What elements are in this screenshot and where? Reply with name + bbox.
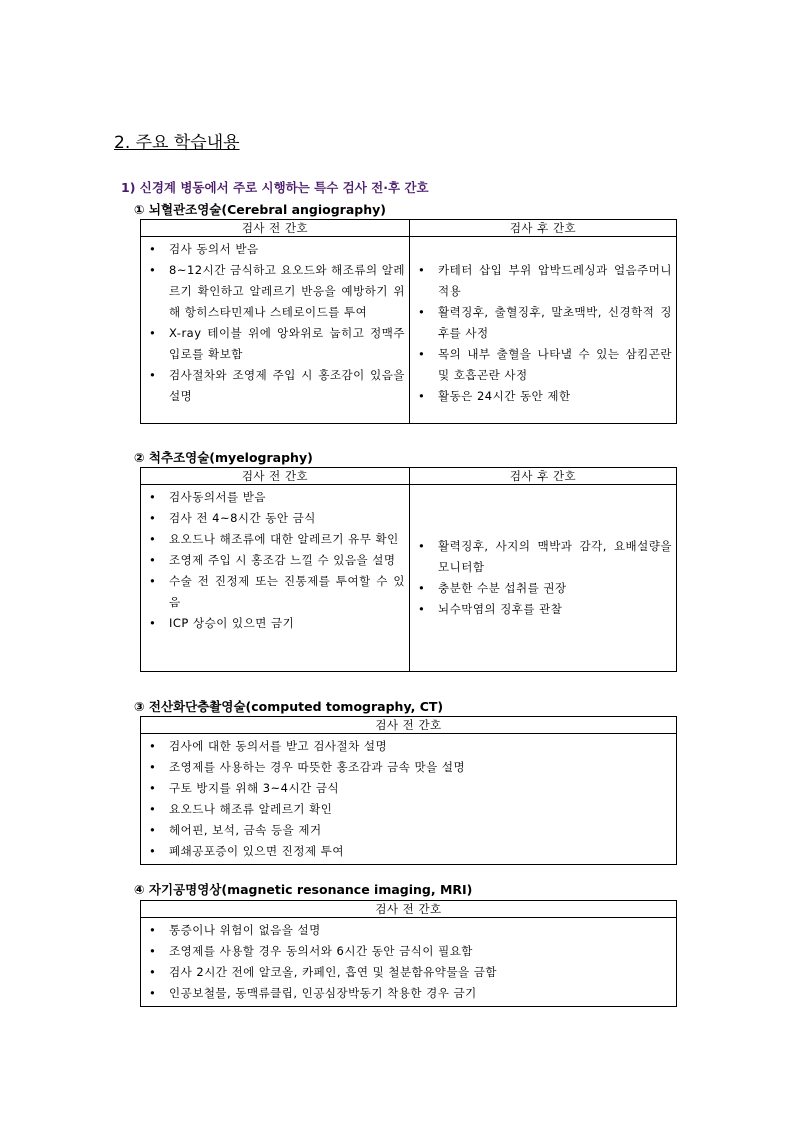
list-item: • 수술 전 진정제 또는 진통제를 투여할 수 있음	[141, 571, 405, 613]
list-item: • 카테터 삽입 부위 압박드레싱과 얼음주머니 적용	[410, 260, 672, 302]
ct-col-before: 검사 전 간호	[141, 717, 677, 734]
list-item: • X-ray 테이블 위에 앙와위로 눕히고 정맥주입로를 확보함	[141, 323, 405, 365]
list-item: • 활력징후, 출혈징후, 말초맥박, 신경학적 징후를 사정	[410, 302, 672, 344]
list-item: • 검사에 대한 동의서를 받고 검사절차 설명	[141, 736, 672, 757]
section-title: 1) 신경계 병동에서 주로 시행하는 특수 검사 전·후 간호	[121, 180, 429, 195]
list-item: • 조영제를 사용하는 경우 따뜻한 홍조감과 금속 맛을 설명	[141, 757, 672, 778]
myelo-heading: ② 척추조영술(myelography)	[134, 450, 313, 465]
myelo-after-cell	[410, 485, 677, 672]
list-item: • 검사 전 4~8시간 동안 금식	[141, 508, 405, 529]
list-item: • 헤어핀, 보석, 금속 등을 제거	[141, 820, 672, 841]
list-item: • 검사 동의서 받음	[141, 239, 405, 260]
list-item: • 조영제를 사용할 경우 동의서와 6시간 동안 금식이 필요함	[141, 941, 672, 962]
angio-col-after: 검사 후 간호	[410, 220, 677, 237]
myelo-before-cell	[141, 485, 410, 672]
angio-col-before: 검사 전 간호	[141, 220, 410, 237]
list-item: • 검사절차와 조영제 주입 시 홍조감이 있음을 설명	[141, 365, 405, 407]
list-item: • ICP 상승이 있으면 금기	[141, 613, 405, 634]
myelo-col-after: 검사 후 간호	[410, 468, 677, 485]
angio-before-cell	[141, 237, 410, 424]
list-item: • 통증이나 위험이 없음을 설명	[141, 920, 672, 941]
myelo-col-before: 검사 전 간호	[141, 468, 410, 485]
list-item: • 검사동의서를 받음	[141, 487, 405, 508]
ct-table	[140, 716, 677, 865]
myelo-table	[140, 467, 677, 672]
list-item: • 8~12시간 금식하고 요오드와 해조류의 알레르기 확인하고 알레르기 반응을 예방하기 위해 항히스타민제나 스테로이드를 투여	[141, 260, 405, 323]
mri-col-before: 검사 전 간호	[141, 901, 677, 918]
list-item: • 요오드나 해조류에 대한 알레르기 유무 확인	[141, 529, 405, 550]
list-item: • 뇌수막염의 징후를 관찰	[410, 599, 672, 620]
page-title: 2. 주요 학습내용	[114, 133, 240, 153]
angio-table	[140, 219, 677, 424]
list-item: • 구토 방지를 위해 3~4시간 금식	[141, 778, 672, 799]
angio-heading: ① 뇌혈관조영술(Cerebral angiography)	[134, 202, 386, 217]
mri-table	[140, 900, 677, 1007]
ct-heading: ③ 전산화단층촬영술(computed tomography, CT)	[134, 699, 444, 714]
ct-before-cell	[141, 734, 677, 865]
list-item: • 목의 내부 출혈을 나타낼 수 있는 삼킴곤란 및 호흡곤란 사정	[410, 344, 672, 386]
mri-before-cell	[141, 918, 677, 1007]
list-item: • 검사 2시간 전에 알코올, 카페인, 흡연 및 철분함유약물을 금함	[141, 962, 672, 983]
list-item: • 폐쇄공포증이 있으면 진정제 투여	[141, 841, 672, 862]
mri-heading: ④ 자기공명영상(magnetic resonance imaging, MRI)	[134, 882, 473, 897]
angio-after-cell	[410, 237, 677, 424]
list-item: • 활력징후, 사지의 맥박과 감각, 요배설량을 모니터함	[410, 536, 672, 578]
list-item: • 충분한 수분 섭취를 권장	[410, 578, 672, 599]
list-item: • 활동은 24시간 동안 제한	[410, 386, 672, 407]
list-item: • 조영제 주입 시 홍조감 느낄 수 있음을 설명	[141, 550, 405, 571]
list-item: • 인공보철물, 동맥류클립, 인공심장박동기 착용한 경우 금기	[141, 983, 672, 1004]
list-item: • 요오드나 해조류 알레르기 확인	[141, 799, 672, 820]
